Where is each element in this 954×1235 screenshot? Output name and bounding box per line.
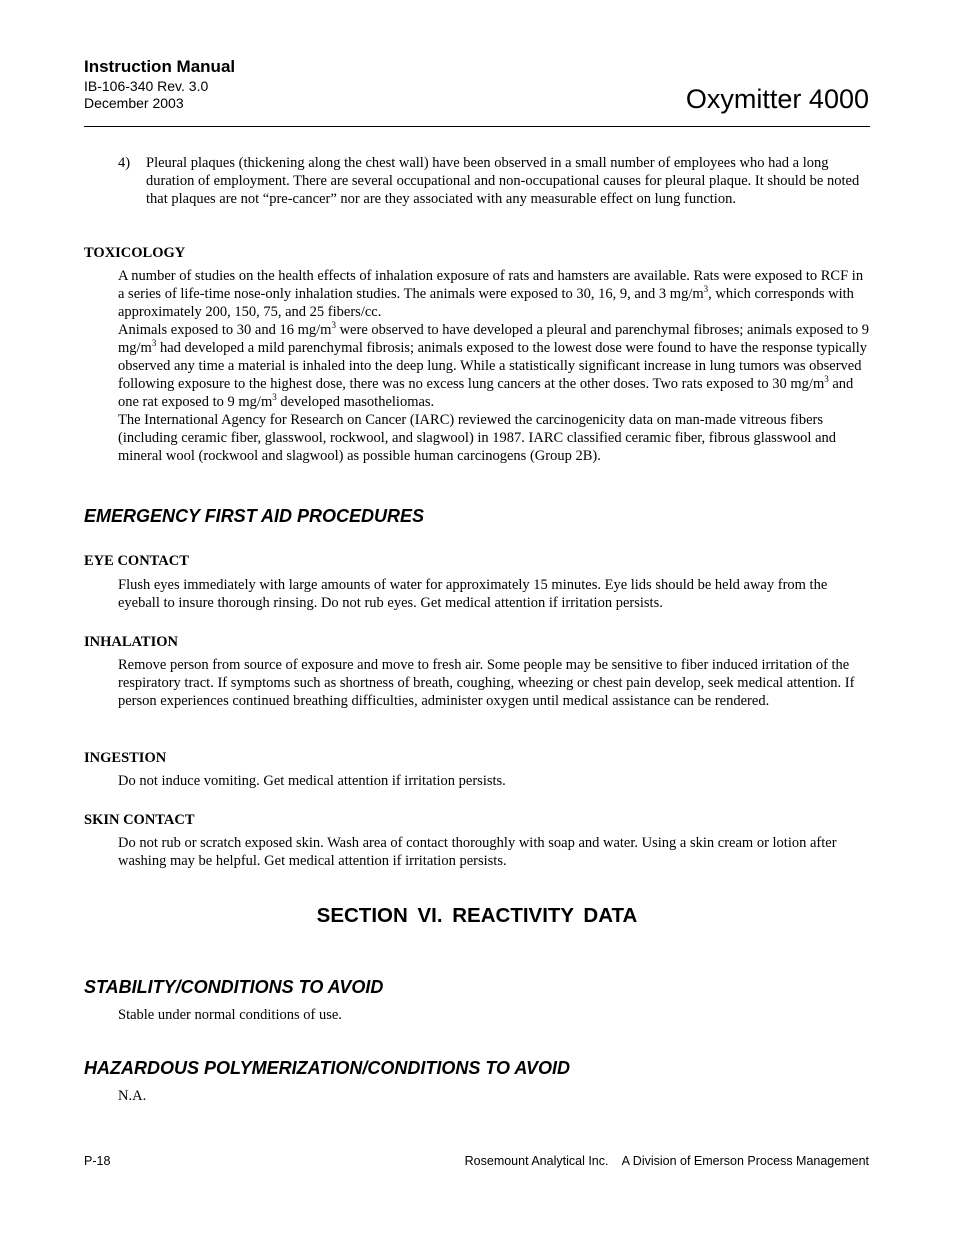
- toxicology-paragraph-3: The International Agency for Research on Cancer (IARC) reviewed the carcinogenicity data on man-made vitreous fibers (including ceramic fiber, glasswool, rockwool, and slagwool) in 1987. IARC classified ceramic fiber, fibrous glasswool and mineral wool (rockwool and slagwool) as possible human carcinogens (Group 2B).: [118, 412, 837, 464]
- ingestion-heading: INGESTION: [84, 750, 167, 766]
- header-divider: [84, 126, 870, 127]
- stability-heading: STABILITY/CONDITIONS TO AVOID: [84, 977, 384, 997]
- polymerization-heading: HAZARDOUS POLYMERIZATION/CONDITIONS TO AVOID: [84, 1058, 570, 1078]
- manual-title: Instruction Manual: [84, 57, 236, 76]
- item-number: 4): [118, 155, 131, 171]
- document-date: December 2003: [84, 95, 184, 111]
- polymerization-text: N.A.: [118, 1088, 147, 1104]
- page-number: P-18: [84, 1154, 111, 1168]
- ingestion-text: Do not induce vomiting. Get medical attention if irritation persists.: [118, 773, 506, 789]
- toxicology-paragraph-2: Animals exposed to 30 and 16 $mg/m^3$ were observed to have developed a pleural and parenchymal fibroses; animals exposed to 9 $mg/m^3$ had developed a mild parenchymal fibrosis; animals exposed to the lowest dose were found to have the response typically observed any time a material is inhaled into the deep lung. While a statistically significant increase in lung tumors was observed following exposure to the highest dose, there was no excess lung cancers at the other doses. Two rats exposed to 30 $mg/m^3$ and one rat exposed to 9 $mg/m^3$ developed masotheliomas.: [118, 320, 870, 410]
- item-text: Pleural plaques (thickening along the chest wall) have been observed in a small number of employees who had a long duration of employment. There are several occupational and non-occupational causes for pleural plaque. It should be noted that plaques are not “pre-cancer” nor are they associated with any measurable effect on lung function.: [146, 155, 860, 207]
- numbered-item-4: [118, 154, 870, 208]
- document-number: IB-106-340 Rev. 3.0: [84, 78, 209, 94]
- skin-contact-text: Do not rub or scratch exposed skin. Wash area of contact thoroughly with soap and water. Using a skin cream or lotion after washing may be helpful. Get medical attention if irritation persists.: [118, 835, 837, 869]
- eye-contact-text: Flush eyes immediately with large amounts of water for approximately 15 minutes. Eye lids should be held away from the eyeball to insure thorough rinsing. Do not rub eyes. Get medical attention if irritation persists.: [118, 577, 828, 611]
- inhalation-text: Remove person from source of exposure and move to fresh air. Some people may be sensitive to fiber induced irritation of the respiratory tract. If symptoms such as shortness of breath, coughing, wheezing or chest pain develop, seek medical attention. If person experiences continued breathing difficulties, administer oxygen until medical assistance can be rendered.: [118, 657, 855, 709]
- eye-contact-heading: EYE CONTACT: [84, 553, 189, 569]
- first-aid-heading: EMERGENCY FIRST AID PROCEDURES: [84, 506, 425, 526]
- toxicology-paragraph-1: A number of studies on the health effects of inhalation exposure of rats and hamsters are available. Rats were exposed to RCF in a series of life-time nose-only inhalation studies. The animals were exposed to 30, 16, 9, and 3 $mg/m^3$, which corresponds with approximately 200, 150, 75, and 25 fibers/cc.: [118, 268, 864, 320]
- skin-contact-heading: SKIN CONTACT: [84, 812, 195, 828]
- footer-company: Rosemount Analytical Inc. A Division of Emerson Process Management: [464, 1154, 869, 1168]
- stability-text: Stable under normal conditions of use.: [118, 1007, 342, 1023]
- toxicology-heading: TOXICOLOGY: [84, 245, 186, 261]
- inhalation-heading: INHALATION: [84, 634, 178, 650]
- toxicology-body: [118, 267, 870, 465]
- section-title: SECTION VI. REACTIVITY DATA: [316, 904, 638, 927]
- product-name: Oxymitter 4000: [685, 84, 869, 114]
